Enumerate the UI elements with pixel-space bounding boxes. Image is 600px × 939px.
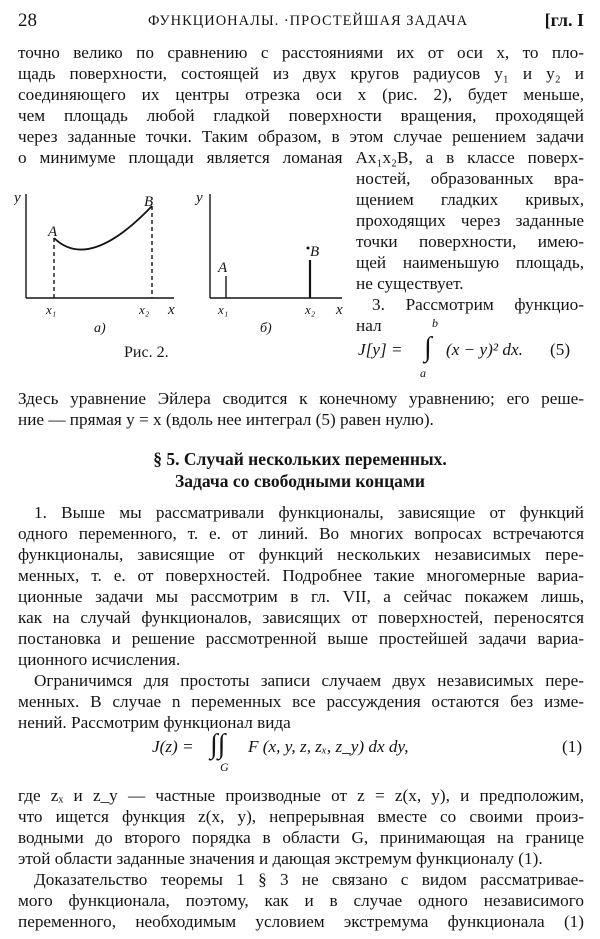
text-line: проходящих через заданные xyxy=(356,211,584,230)
text-line: точно велико по сравнению с расстояниями их от оси x, то пло- xyxy=(18,43,584,62)
text-line: как на случай функционалов, зависящих от поверхностей, переносятся xyxy=(18,608,584,627)
text-line: Ограничимся для простоты записи случаем двух независимых пере- xyxy=(34,671,584,690)
text-line: Доказательство теоремы 1 § 3 не связано с видом рассматривае- xyxy=(34,870,584,889)
figure-2 xyxy=(14,180,354,340)
text-line: одного переменного, т. е. от линий. Во многих вопросах встречаются xyxy=(18,524,584,543)
eq5-lhs: J[y] = xyxy=(358,340,403,359)
tick-x1-label: x₁ xyxy=(218,302,229,317)
integral-sign: ∫ xyxy=(424,332,432,363)
text-line: 3. Рассмотрим функцио- xyxy=(372,295,584,314)
axis-y-label: y xyxy=(14,190,21,206)
text-line: что ищется функция z(x, y), непрерывная вместе со своими произ- xyxy=(18,807,584,826)
text-line: через заданные точки. Таким образом, в этом случае решением задачи xyxy=(18,127,584,146)
text-line: соединяющего их центры отрезка оси x (рис. 2), будет меньше, xyxy=(18,85,584,104)
figure-caption: Рис. 2. xyxy=(124,344,169,361)
axis-x-label: x xyxy=(336,302,343,318)
subfig-b-label: б) xyxy=(260,321,272,336)
double-integral-sign: ∫∫ xyxy=(210,729,226,760)
axis-x-label: x xyxy=(168,302,175,318)
text-line: чем площадь любой гладкой поверхности вращения, проходящей xyxy=(18,106,584,125)
text-line: водными до второго порядка в области G, принимающая на границе xyxy=(18,828,584,847)
tick-x2-label: x₂ xyxy=(305,302,316,317)
text-line: точки поверхности, имею- xyxy=(356,232,584,251)
text-line: мого функционала, поэтому, как и в случае одного независимого xyxy=(18,891,584,910)
point-a-label: A xyxy=(218,260,228,276)
section-heading-line1: § 5. Случай нескольких переменных. xyxy=(153,449,447,469)
text-line: щей наименьшую площадь, xyxy=(356,253,584,272)
eq1-number: (1) xyxy=(562,737,583,756)
axis-y-label: y xyxy=(196,190,203,206)
text-line: нал xyxy=(356,316,382,335)
text-line: нений. Рассмотрим функционал вида xyxy=(18,713,291,732)
eq1-lhs: J(z) = xyxy=(152,737,194,756)
text-line: этой области заданные значения и дающая экстремум функционалу (1). xyxy=(18,849,543,868)
text-line: 1. Выше мы рассматривали функционалы, зависящие от функций xyxy=(34,503,584,522)
point-b-label: B xyxy=(144,194,154,210)
text-line: Здесь уравнение Эйлера сводится к конечному уравнению; его реше- xyxy=(18,389,584,408)
text-line: ционные задачи мы рассмотрим в гл. VII, а сейчас покажем лишь, xyxy=(18,587,584,606)
eq5-number: (5) xyxy=(550,340,571,359)
point-b-label: B xyxy=(310,244,320,260)
tick-x1-label: x₁ xyxy=(46,302,57,317)
text-line: переменного, необходимым условием экстремума функционала (1) xyxy=(18,912,584,931)
curve-ab xyxy=(54,206,152,250)
eq1-region: G xyxy=(220,760,229,774)
point-a-label: A xyxy=(48,224,58,240)
text-line: менных. В случае n переменных все рассуждения остаются без изме- xyxy=(18,692,584,711)
eq5-upper-limit: b xyxy=(432,316,438,330)
text-line: ние — прямая y = x (вдоль нее интеграл (5) равен нулю). xyxy=(18,410,434,429)
text-line: ционного исчисления. xyxy=(18,650,181,669)
eq5-lower-limit: a xyxy=(420,366,426,380)
text-line: щадь поверхности, состоящей из двух кругов радиусов y₁ и y₂ и xyxy=(18,64,584,83)
text-line: где zₓ и z_y — частные производные от z = z(x, y), и предположим, xyxy=(18,786,584,805)
text-line: щением гладких кривых, xyxy=(356,190,584,209)
eq5-integrand: (x − y)² dx. xyxy=(446,340,523,359)
chapter-label: [гл. I xyxy=(544,10,584,30)
text-line: не существует. xyxy=(356,274,464,293)
text-line: менных, т. е. от поверхностей. Подробнее такие многомерные вариа- xyxy=(18,566,584,585)
text-line: функционалы, зависящие от функций нескольких независимых пере- xyxy=(18,545,584,564)
page-header xyxy=(0,10,600,34)
text-line: ностей, образованных вра- xyxy=(356,169,584,188)
eq1-integrand: F (x, y, z, zₓ, z_y) dx dy, xyxy=(248,737,409,756)
tick-x2-label: x₂ xyxy=(139,302,150,317)
running-title: ФУНКЦИОНАЛЫ. ·ПРОСТЕЙШАЯ ЗАДАЧА xyxy=(148,13,469,29)
section-heading-line2: Задача со свободными концами xyxy=(175,471,425,491)
text-line: постановка и решение рассмотренной выше простейшей задачи вариа- xyxy=(18,629,584,648)
subfig-a-label: а) xyxy=(94,321,106,336)
text-line: о минимуме площади является ломаная Ax₁x₂B, а в классе поверх- xyxy=(18,148,584,167)
page-number: 28 xyxy=(18,10,37,31)
